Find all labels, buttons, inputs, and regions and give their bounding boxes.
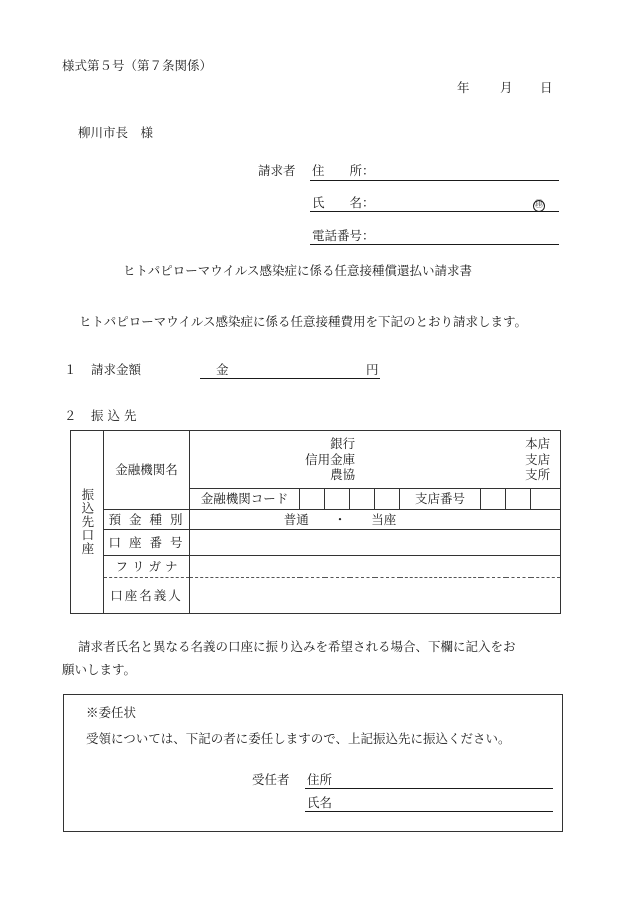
account-number-label: 口 座 番 号 [104,530,190,556]
furigana-label: フ リ ガ ナ [104,556,190,578]
deposit-type-options[interactable]: 普通 ・ 当座 [190,510,561,530]
seal-icon: ㊞ [534,200,544,210]
requester-address-label: 住 所： [312,163,375,178]
account-side-label: 振込先口座 [71,431,104,614]
requester-phone-field[interactable] [310,244,559,245]
proxy-address-label: 住所 [307,772,333,787]
furigana-field[interactable] [190,556,561,578]
institution-code-digit[interactable] [350,489,375,510]
institution-code-digit[interactable] [300,489,325,510]
seal-mark [533,197,545,212]
form-number: 様式第５号（第７条関係） [62,58,213,73]
date-year-label: 年 [457,80,470,95]
branch-type-sub: 支所 [525,467,551,483]
bank-type-credit-union: 信用金庫 [305,451,356,467]
proxy-label: 受任者 [252,772,290,787]
bank-type-agri-coop: 農協 [330,467,356,483]
note-line-1: 請求者氏名と異なる名義の口座に振り込みを希望される場合、下欄に記入をお [78,639,516,654]
requester-address-field[interactable] [310,180,559,181]
delegation-heading: ※委任状 [86,705,137,720]
amount-suffix: 円 [366,362,379,377]
section2-label: 振 込 先 [91,408,137,423]
branch-number-digit[interactable] [481,489,506,510]
institution-code-digit[interactable] [325,489,350,510]
section2-number: ２ [64,408,77,423]
requester-name-field[interactable] [310,211,559,212]
delegation-body: 受領については、下記の者に委任しますので、上記振込先に振込ください。 [86,731,511,746]
proxy-name-label: 氏名 [307,795,333,810]
bank-type-bank: 銀行 [330,436,356,452]
requester-phone-label: 電話番号： [312,228,375,243]
bank-transfer-table [70,430,561,614]
institution-code-label: 金融機関コード [190,489,300,510]
requester-name-label: 氏 名： [312,195,375,210]
institution-name-field[interactable] [190,431,561,489]
branch-number-digit[interactable] [531,489,561,510]
account-holder-label: 口座名義人 [104,578,190,614]
date-day-label: 日 [540,80,553,95]
section1-label: 請求金額 [91,362,142,377]
branch-number-digit[interactable] [506,489,531,510]
note-line-2: 願いします。 [62,662,137,677]
date-month-label: 月 [500,80,513,95]
proxy-address-field[interactable] [305,788,553,789]
section1-number: １ [64,362,77,377]
branch-type-branch: 支店 [525,451,551,467]
institution-code-digit[interactable] [375,489,400,510]
branch-number-label: 支店番号 [400,489,481,510]
document-title: ヒトパピローマウイルス感染症に係る任意接種償還払い請求書 [123,263,473,278]
intro-text: ヒトパピローマウイルス感染症に係る任意接種費用を下記のとおり請求します。 [79,314,528,329]
institution-name-label: 金融機関名 [104,431,190,510]
branch-type-head: 本店 [525,436,551,452]
addressee: 柳川市長 様 [78,125,154,140]
amount-field[interactable] [200,378,380,379]
amount-prefix: 金 [216,362,229,377]
proxy-name-field[interactable] [305,811,553,812]
account-number-field[interactable] [190,530,561,556]
deposit-type-label: 預 金 種 別 [104,510,190,530]
requester-label: 請求者 [258,163,296,178]
account-holder-field[interactable] [190,578,561,614]
